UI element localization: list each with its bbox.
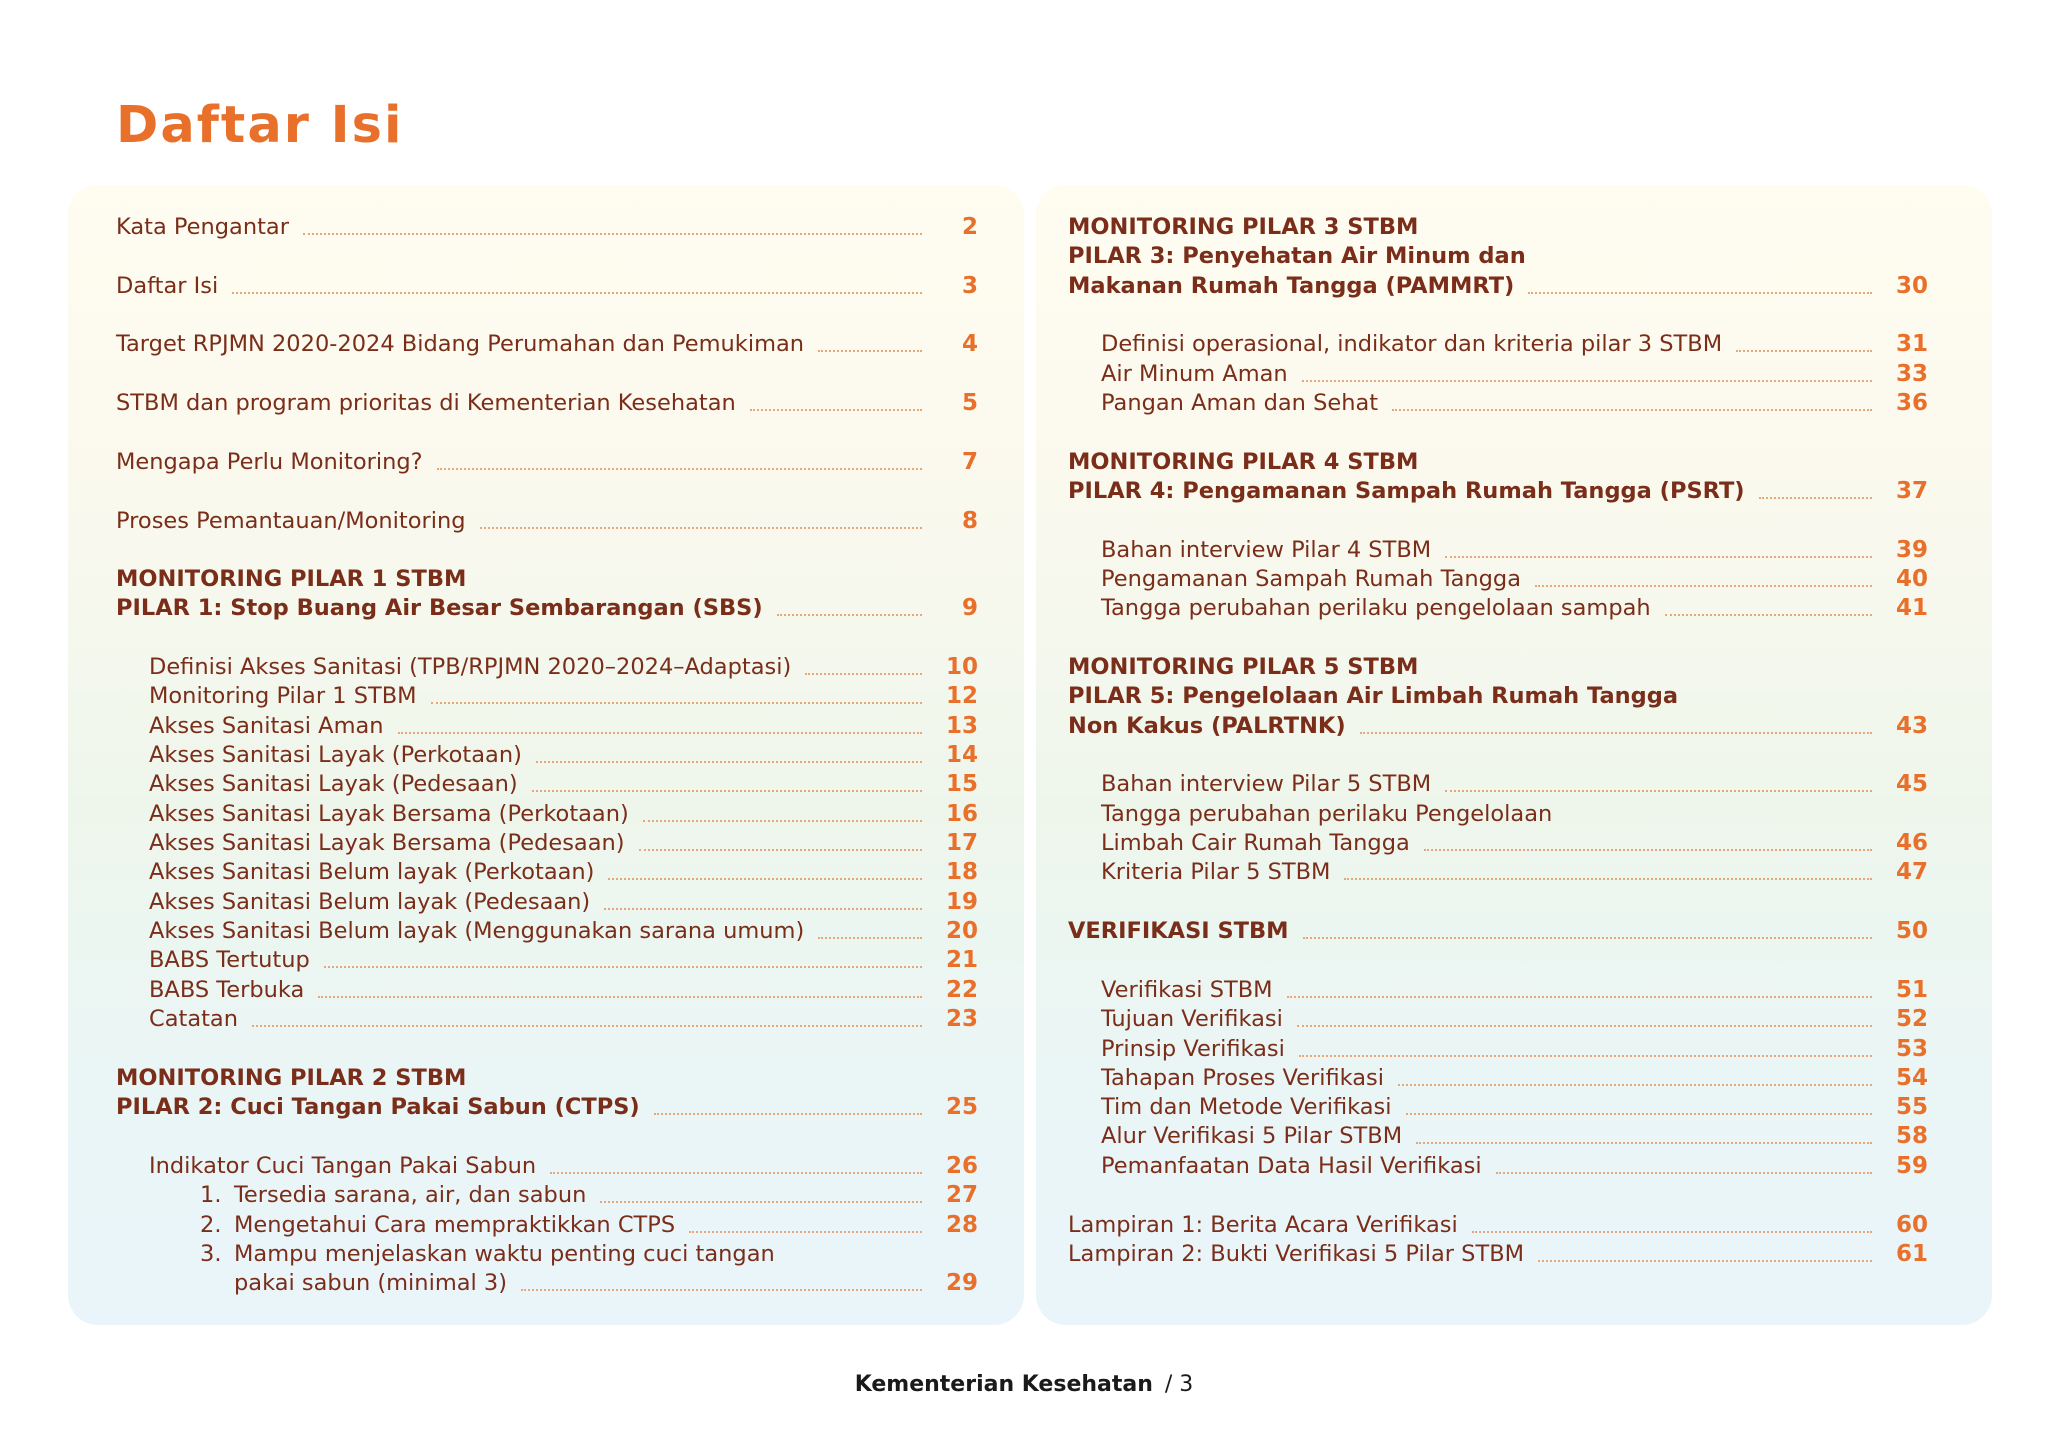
toc-entry [1068, 1005, 1928, 1034]
toc-entry [116, 712, 978, 741]
dot-leader [252, 1025, 922, 1027]
toc-entry-page: 28 [945, 1212, 978, 1238]
dot-leader [1297, 1025, 1872, 1027]
dot-leader [818, 350, 922, 352]
toc-entry [1068, 1240, 1928, 1269]
toc-entry-page: 26 [945, 1153, 978, 1179]
toc-entry-page: 50 [1895, 918, 1928, 944]
toc-entry-label: pakai sabun (minimal 3) [234, 1270, 508, 1296]
toc-entry-page: 3 [961, 273, 978, 299]
toc-entry-label: PILAR 2: Cuci Tangan Pakai Sabun (CTPS) [116, 1094, 640, 1120]
toc-entry-page: 39 [1895, 537, 1928, 563]
toc-entry-label: Akses Sanitasi Layak Bersama (Perkotaan) [149, 801, 629, 827]
toc-entry-number: 3. [200, 1241, 222, 1267]
toc-entry-label: Mengapa Perlu Monitoring? [116, 449, 423, 475]
toc-entry-number: 2. [200, 1212, 222, 1238]
dot-leader [1445, 556, 1872, 558]
dot-leader [1424, 849, 1872, 851]
dot-leader [1759, 497, 1872, 499]
toc-entry-label: Alur Verifikasi 5 Pilar STBM [1101, 1123, 1403, 1149]
toc-entry-label: Mengetahui Cara mempraktikkan CTPS [234, 1212, 676, 1238]
toc-entry-page: 23 [945, 1006, 978, 1032]
dot-leader [1302, 380, 1872, 382]
toc-entry [116, 389, 978, 418]
toc-entry-page: 53 [1895, 1036, 1928, 1062]
toc-entry [116, 1181, 978, 1210]
toc-entry-label: Non Kakus (PALRTNK) [1068, 713, 1346, 739]
toc-entry [116, 1093, 978, 1122]
dot-leader [604, 908, 922, 910]
toc-entry-label: Verifikasi STBM [1101, 977, 1273, 1003]
toc-entry [1068, 272, 1928, 301]
toc-entry-page: 5 [961, 390, 978, 416]
dot-leader [1445, 790, 1872, 792]
toc-entry-page: 61 [1895, 1241, 1928, 1267]
toc-entry [1068, 360, 1928, 389]
toc-entry-page: 59 [1895, 1153, 1928, 1179]
toc-entry-page: 60 [1895, 1212, 1928, 1238]
toc-entry-label: Kriteria Pilar 5 STBM [1101, 859, 1331, 885]
dot-leader [324, 966, 922, 968]
toc-entry [1068, 653, 1928, 682]
toc-entry-label: Tujuan Verifikasi [1101, 1006, 1283, 1032]
toc-entry-label: Bahan interview Pilar 5 STBM [1101, 771, 1432, 797]
toc-entry [1068, 976, 1928, 1005]
toc-entry-page: 20 [945, 918, 978, 944]
toc-entry [1068, 565, 1928, 594]
toc-entry-label: Monitoring Pilar 1 STBM [149, 683, 417, 709]
toc-entry-label: Tangga perubahan perilaku Pengelolaan [1101, 801, 1553, 827]
toc-entry-page: 15 [945, 771, 978, 797]
toc-entry-label: Tahapan Proses Verifikasi [1101, 1065, 1385, 1091]
dot-leader [608, 878, 922, 880]
toc-entry-label: Indikator Cuci Tangan Pakai Sabun [149, 1153, 537, 1179]
toc-entry [1068, 477, 1928, 506]
toc-entry [116, 1269, 978, 1298]
toc-entry-label: Akses Sanitasi Aman [149, 713, 384, 739]
toc-entry-page: 10 [945, 654, 978, 680]
toc-entry-label: Definisi operasional, indikator dan kriteria pilar 3 STBM [1101, 331, 1723, 357]
toc-entry-page: 41 [1895, 595, 1928, 621]
toc-entry [1068, 682, 1928, 711]
toc-entry [1068, 1122, 1928, 1151]
toc-entry [116, 800, 978, 829]
toc-entry [116, 1211, 978, 1240]
toc-entry-label: Akses Sanitasi Layak Bersama (Pedesaan) [149, 830, 625, 856]
toc-entry-label: MONITORING PILAR 1 STBM [116, 566, 467, 592]
dot-leader [1472, 1231, 1872, 1233]
toc-entry-label: Akses Sanitasi Belum layak (Pedesaan) [149, 889, 591, 915]
dot-leader [1538, 1260, 1872, 1262]
toc-entry-label: Tersedia sarana, air, dan sabun [234, 1182, 587, 1208]
dot-leader [805, 673, 922, 675]
toc-entry [116, 829, 978, 858]
toc-entry-label: Tangga perubahan perilaku pengelolaan sampah [1101, 595, 1651, 621]
toc-entry-label: Akses Sanitasi Belum layak (Menggunakan sarana umum) [149, 918, 805, 944]
dot-leader [1496, 1172, 1872, 1174]
toc-entry [1068, 712, 1928, 741]
toc-entry-page: 12 [945, 683, 978, 709]
dot-leader [1287, 996, 1872, 998]
dot-leader [639, 849, 922, 851]
toc-entry-page: 31 [1895, 331, 1928, 357]
toc-entry-label: BABS Tertutup [149, 947, 310, 973]
dot-leader [437, 468, 922, 470]
toc-entry [1068, 389, 1928, 418]
toc-entry-page: 54 [1895, 1065, 1928, 1091]
toc-entry [116, 1152, 978, 1181]
toc-entry-label: Air Minum Aman [1101, 361, 1288, 387]
toc-entry [116, 507, 978, 536]
toc-entry-page: 27 [945, 1182, 978, 1208]
dot-leader [536, 761, 922, 763]
toc-entry-label: MONITORING PILAR 4 STBM [1068, 449, 1419, 475]
toc-entry [116, 888, 978, 917]
toc-entry-label: Mampu menjelaskan waktu penting cuci tangan [234, 1241, 775, 1267]
dot-leader [431, 702, 922, 704]
toc-entry-page: 30 [1895, 273, 1928, 299]
page-title: Daftar Isi [116, 96, 404, 155]
dot-leader [654, 1113, 922, 1115]
toc-entry-label: Limbah Cair Rumah Tangga [1101, 830, 1410, 856]
toc-entry [116, 213, 978, 242]
toc-entry [116, 682, 978, 711]
toc-entry-page: 4 [961, 331, 978, 357]
toc-entry [116, 770, 978, 799]
toc-entry-page: 43 [1895, 713, 1928, 739]
toc-entry-page: 2 [961, 214, 978, 240]
toc-entry-label: Proses Pemantauan/Monitoring [116, 508, 466, 534]
toc-entry-page: 17 [945, 830, 978, 856]
dot-leader [1416, 1142, 1872, 1144]
toc-entry-label: Akses Sanitasi Layak (Pedesaan) [149, 771, 518, 797]
toc-entry-page: 9 [961, 595, 978, 621]
toc-entry [1068, 448, 1928, 477]
toc-entry [1068, 1035, 1928, 1064]
toc-entry-page: 47 [1895, 859, 1928, 885]
dot-leader [818, 937, 922, 939]
toc-entry-page: 18 [945, 859, 978, 885]
toc-entry [116, 565, 978, 594]
toc-entry [1068, 917, 1928, 946]
toc-entry-label: Pengamanan Sampah Rumah Tangga [1101, 566, 1521, 592]
toc-entry-number: 1. [200, 1182, 222, 1208]
toc-entry-label: Tim dan Metode Verifikasi [1101, 1094, 1392, 1120]
dot-leader [643, 820, 922, 822]
dot-leader [1299, 1055, 1872, 1057]
toc-entry [1068, 213, 1928, 242]
toc-entry [116, 272, 978, 301]
toc-entry-page: 52 [1895, 1006, 1928, 1032]
toc-entry-label: Catatan [149, 1006, 238, 1032]
dot-leader [1392, 409, 1872, 411]
toc-entry-label: Akses Sanitasi Layak (Perkotaan) [149, 742, 522, 768]
toc-entry-label: BABS Terbuka [149, 977, 305, 1003]
toc-entry [1068, 536, 1928, 565]
toc-entry-label: STBM dan program prioritas di Kementerian Kesehatan [116, 390, 736, 416]
toc-entry-label: Lampiran 2: Bukti Verifikasi 5 Pilar STBM [1068, 1241, 1525, 1267]
toc-entry-page: 29 [945, 1270, 978, 1296]
toc-entry-page: 55 [1895, 1094, 1928, 1120]
toc-entry [116, 946, 978, 975]
toc-entry-page: 33 [1895, 361, 1928, 387]
toc-entry-page: 46 [1895, 830, 1928, 856]
dot-leader [600, 1201, 922, 1203]
dot-leader [532, 790, 922, 792]
toc-entry [1068, 858, 1928, 887]
dot-leader [1528, 292, 1872, 294]
toc-entry-label: Lampiran 1: Berita Acara Verifikasi [1068, 1212, 1458, 1238]
page-footer [0, 1372, 2048, 1397]
toc-entry-label: Bahan interview Pilar 4 STBM [1101, 537, 1432, 563]
toc-entry-page: 13 [945, 713, 978, 739]
toc-entry [1068, 1152, 1928, 1181]
toc-entry-label: Daftar Isi [116, 273, 219, 299]
dot-leader [1360, 732, 1872, 734]
toc-entry-label: Makanan Rumah Tangga (PAMMRT) [1068, 273, 1515, 299]
toc-entry [116, 448, 978, 477]
toc-entry-label: Kata Pengantar [116, 214, 289, 240]
toc-entry-page: 51 [1895, 977, 1928, 1003]
toc-entry [1068, 594, 1928, 623]
dot-leader [232, 292, 922, 294]
dot-leader [303, 233, 922, 235]
toc-entry-label: MONITORING PILAR 3 STBM [1068, 214, 1419, 240]
toc-entry [116, 976, 978, 1005]
toc-entry [116, 330, 978, 359]
toc-entry-page: 8 [961, 508, 978, 534]
dot-leader [1736, 350, 1872, 352]
footer-page-number: / 3 [1164, 1372, 1194, 1397]
toc-entry-label: Prinsip Verifikasi [1101, 1036, 1285, 1062]
toc-entry-label: Target RPJMN 2020-2024 Bidang Perumahan dan Pemukiman [116, 331, 805, 357]
toc-entry-label: PILAR 3: Penyehatan Air Minum dan [1068, 243, 1526, 269]
toc-entry [116, 917, 978, 946]
toc-entry-label: MONITORING PILAR 2 STBM [116, 1065, 467, 1091]
toc-entry-page: 16 [945, 801, 978, 827]
toc-entry [116, 653, 978, 682]
toc-entry [1068, 829, 1928, 858]
toc-entry-page: 19 [945, 889, 978, 915]
toc-entry-label: PILAR 5: Pengelolaan Air Limbah Rumah Tangga [1068, 683, 1679, 709]
toc-entry [1068, 770, 1928, 799]
toc-entry-page: 7 [961, 449, 978, 475]
toc-entry [1068, 1093, 1928, 1122]
toc-entry [1068, 242, 1928, 271]
dot-leader [1665, 614, 1872, 616]
toc-entry-page: 25 [945, 1094, 978, 1120]
dot-leader [689, 1231, 922, 1233]
dot-leader [1406, 1113, 1872, 1115]
toc-entry [116, 1005, 978, 1034]
toc-entry [116, 1064, 978, 1093]
toc-entry [116, 594, 978, 623]
toc-entry-label: MONITORING PILAR 5 STBM [1068, 654, 1419, 680]
toc-entry [116, 858, 978, 887]
toc-entry-label: Pemanfaatan Data Hasil Verifikasi [1101, 1153, 1482, 1179]
toc-entry-label: Akses Sanitasi Belum layak (Perkotaan) [149, 859, 595, 885]
footer-publisher: Kementerian Kesehatan [854, 1372, 1153, 1397]
toc-entry-page: 14 [945, 742, 978, 768]
toc-entry-page: 45 [1895, 771, 1928, 797]
dot-leader [398, 732, 922, 734]
toc-entry-page: 58 [1895, 1123, 1928, 1149]
dot-leader [1344, 878, 1872, 880]
toc-entry-page: 21 [945, 947, 978, 973]
toc-entry [1068, 1211, 1928, 1240]
dot-leader [1535, 585, 1872, 587]
dot-leader [1398, 1084, 1872, 1086]
toc-entry-label: PILAR 4: Pengamanan Sampah Rumah Tangga (PSRT) [1068, 478, 1745, 504]
toc-entry-label: Pangan Aman dan Sehat [1101, 390, 1379, 416]
toc-entry-page: 40 [1895, 566, 1928, 592]
dot-leader [777, 614, 922, 616]
toc-entry [1068, 800, 1928, 829]
dot-leader [550, 1172, 922, 1174]
toc-entry-page: 22 [945, 977, 978, 1003]
toc-entry [116, 1240, 978, 1269]
dot-leader [750, 409, 922, 411]
toc-entry-label: Definisi Akses Sanitasi (TPB/RPJMN 2020–2024–Adaptasi) [149, 654, 792, 680]
toc-entry-label: VERIFIKASI STBM [1068, 918, 1289, 944]
toc-entry-page: 37 [1895, 478, 1928, 504]
dot-leader [318, 996, 922, 998]
dot-leader [521, 1289, 922, 1291]
toc-entry [116, 741, 978, 770]
toc-entry-label: PILAR 1: Stop Buang Air Besar Sembarangan (SBS) [116, 595, 763, 621]
toc-entry [1068, 330, 1928, 359]
dot-leader [1303, 937, 1872, 939]
toc-entry-page: 36 [1895, 390, 1928, 416]
toc-entry [1068, 1064, 1928, 1093]
dot-leader [480, 527, 922, 529]
